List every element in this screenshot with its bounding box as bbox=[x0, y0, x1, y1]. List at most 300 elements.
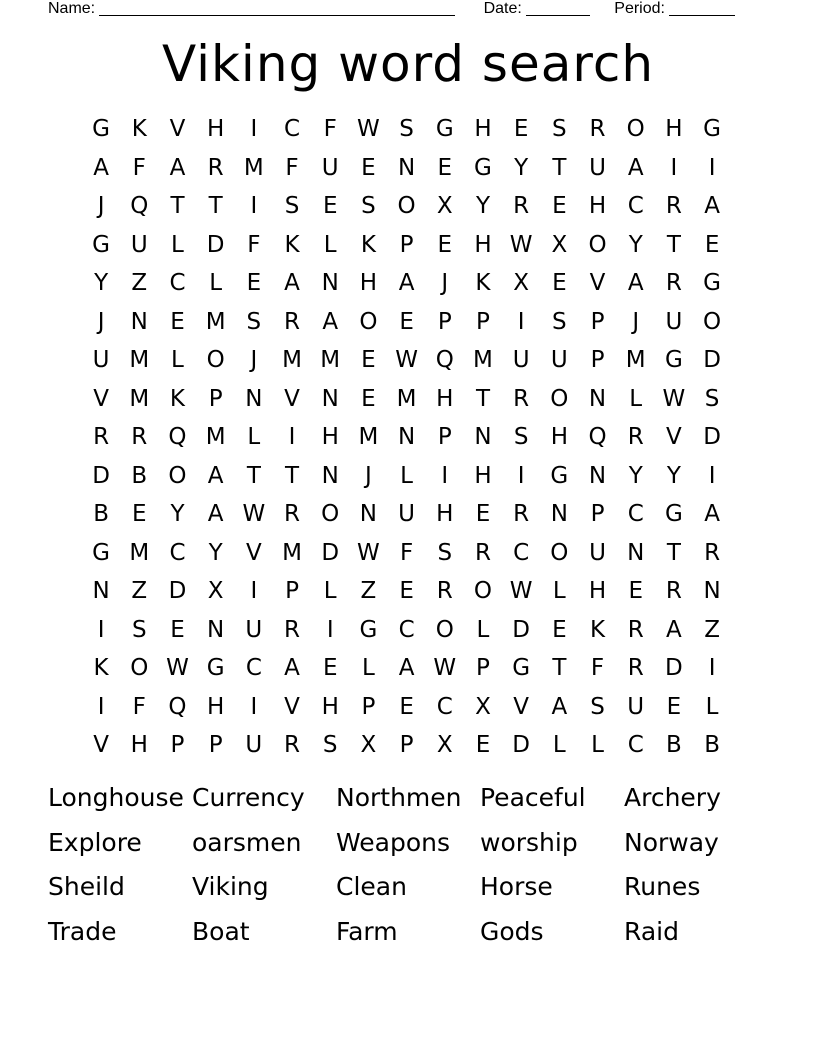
grid-letter[interactable]: O bbox=[626, 116, 645, 142]
grid-letter[interactable]: E bbox=[399, 578, 414, 604]
grid-letter[interactable]: A bbox=[207, 462, 224, 489]
grid-letter[interactable]: E bbox=[552, 270, 567, 296]
grid-letter[interactable]: A bbox=[169, 154, 186, 181]
grid-letter[interactable]: G bbox=[512, 655, 531, 681]
grid-letter[interactable]: G bbox=[474, 154, 492, 181]
grid-letter[interactable]: V bbox=[284, 385, 300, 412]
grid-letter[interactable]: R bbox=[284, 501, 301, 527]
grid-letter[interactable]: S bbox=[361, 193, 376, 219]
grid-letter[interactable]: E bbox=[361, 385, 376, 412]
grid-letter[interactable]: K bbox=[169, 385, 186, 412]
grid-letter[interactable]: S bbox=[513, 424, 529, 450]
grid-letter[interactable]: U bbox=[589, 539, 606, 566]
grid-letter[interactable]: D bbox=[512, 732, 531, 758]
grid-letter[interactable]: C bbox=[627, 501, 644, 527]
grid-letter[interactable]: G bbox=[92, 231, 110, 258]
grid-letter[interactable]: I bbox=[517, 308, 525, 335]
grid-letter[interactable]: M bbox=[129, 539, 150, 566]
grid-letter[interactable]: N bbox=[321, 462, 339, 489]
grid-letter[interactable]: R bbox=[627, 655, 644, 681]
grid-letter[interactable]: V bbox=[589, 270, 606, 296]
grid-letter[interactable]: W bbox=[357, 539, 380, 566]
grid-letter[interactable]: I bbox=[517, 462, 525, 489]
grid-letter[interactable]: C bbox=[436, 693, 453, 720]
grid-letter[interactable]: D bbox=[92, 462, 110, 489]
grid-letter[interactable]: A bbox=[398, 270, 415, 296]
grid-letter[interactable]: I bbox=[708, 154, 716, 181]
grid-letter[interactable]: L bbox=[247, 424, 261, 450]
grid-letter[interactable]: R bbox=[513, 501, 530, 527]
grid-letter[interactable]: N bbox=[474, 424, 492, 450]
grid-letter[interactable]: C bbox=[627, 193, 644, 219]
grid-letter[interactable]: T bbox=[208, 193, 223, 219]
grid-letter[interactable]: C bbox=[398, 616, 415, 643]
grid-letter[interactable]: U bbox=[512, 347, 530, 373]
grid-letter[interactable]: E bbox=[704, 231, 720, 258]
grid-letter[interactable]: E bbox=[322, 655, 338, 681]
grid-letter[interactable]: P bbox=[437, 424, 452, 450]
word-list-item: Farm bbox=[336, 916, 398, 946]
grid-letter[interactable]: I bbox=[288, 424, 296, 450]
grid-letter[interactable]: N bbox=[588, 385, 607, 412]
grid-letter[interactable]: G bbox=[703, 270, 721, 296]
grid-letter[interactable]: N bbox=[92, 578, 110, 604]
grid-letter[interactable]: H bbox=[436, 501, 454, 527]
grid-letter[interactable]: X bbox=[207, 578, 224, 604]
grid-letter[interactable]: T bbox=[552, 655, 567, 681]
grid-letter[interactable]: M bbox=[358, 424, 379, 450]
grid-letter[interactable]: M bbox=[282, 539, 302, 566]
grid-letter[interactable]: H bbox=[588, 578, 607, 604]
grid-letter[interactable]: R bbox=[207, 154, 224, 181]
grid-letter[interactable]: O bbox=[473, 578, 493, 604]
grid-letter[interactable]: U bbox=[398, 501, 416, 527]
grid-letter[interactable]: L bbox=[171, 231, 184, 258]
grid-letter[interactable]: Z bbox=[704, 616, 720, 643]
grid-letter[interactable]: U bbox=[92, 347, 110, 373]
grid-letter[interactable]: K bbox=[589, 616, 606, 643]
grid-letter[interactable]: R bbox=[704, 539, 721, 566]
grid-letter[interactable]: D bbox=[665, 655, 683, 681]
grid-letter[interactable]: E bbox=[170, 308, 185, 335]
grid-letter[interactable]: W bbox=[395, 347, 418, 373]
grid-letter[interactable]: U bbox=[245, 616, 263, 643]
grid-letter[interactable]: L bbox=[361, 655, 375, 681]
grid-letter[interactable]: A bbox=[627, 154, 644, 181]
grid-letter[interactable]: G bbox=[206, 655, 225, 681]
grid-letter[interactable]: V bbox=[284, 693, 300, 720]
grid-letter[interactable]: Y bbox=[628, 231, 643, 258]
grid-letter[interactable]: R bbox=[131, 424, 148, 450]
grid-letter[interactable]: A bbox=[93, 154, 109, 181]
grid-letter[interactable]: O bbox=[550, 539, 569, 566]
grid-letter[interactable]: N bbox=[321, 385, 339, 412]
grid-letter[interactable]: W bbox=[433, 655, 457, 681]
grid-letter[interactable]: I bbox=[708, 462, 716, 489]
grid-letter[interactable]: R bbox=[513, 385, 530, 412]
grid-letter[interactable]: Y bbox=[475, 193, 490, 219]
grid-letter[interactable]: Z bbox=[131, 578, 148, 604]
grid-letter[interactable]: H bbox=[207, 116, 225, 142]
grid-letter[interactable]: I bbox=[708, 655, 716, 681]
grid-letter[interactable]: F bbox=[285, 154, 299, 181]
grid-letter[interactable]: O bbox=[168, 462, 187, 489]
grid-letter[interactable]: I bbox=[250, 193, 258, 219]
grid-letter[interactable]: T bbox=[170, 193, 185, 219]
grid-letter[interactable]: H bbox=[207, 693, 225, 720]
grid-letter[interactable]: X bbox=[551, 231, 568, 258]
grid-letter[interactable]: H bbox=[321, 424, 339, 450]
grid-letter[interactable]: E bbox=[246, 270, 262, 296]
name-blank[interactable] bbox=[99, 0, 455, 16]
grid-letter[interactable]: E bbox=[361, 347, 376, 373]
grid-letter[interactable]: E bbox=[132, 501, 147, 527]
grid-letter[interactable]: L bbox=[591, 732, 604, 758]
grid-letter[interactable]: N bbox=[550, 501, 568, 527]
grid-letter[interactable]: Z bbox=[131, 270, 148, 296]
grid-letter[interactable]: B bbox=[704, 732, 720, 758]
grid-letter[interactable]: G bbox=[359, 616, 378, 643]
grid-letter[interactable]: J bbox=[97, 308, 105, 335]
grid-letter[interactable]: S bbox=[552, 308, 567, 335]
grid-letter[interactable]: G bbox=[92, 116, 110, 142]
grid-letter[interactable]: L bbox=[629, 385, 643, 412]
grid-letter[interactable]: G bbox=[703, 116, 721, 142]
grid-letter[interactable]: Q bbox=[168, 424, 187, 450]
grid-letter[interactable]: S bbox=[399, 116, 414, 142]
grid-letter[interactable]: S bbox=[131, 616, 147, 643]
grid-letter[interactable]: E bbox=[513, 116, 529, 142]
grid-letter[interactable]: U bbox=[665, 308, 683, 335]
grid-letter[interactable]: O bbox=[397, 193, 416, 219]
grid-letter[interactable]: U bbox=[589, 154, 606, 181]
grid-letter[interactable]: C bbox=[169, 539, 186, 566]
grid-letter[interactable]: S bbox=[246, 308, 262, 335]
grid-letter[interactable]: R bbox=[474, 539, 491, 566]
grid-letter[interactable]: W bbox=[242, 501, 266, 527]
grid-letter[interactable]: P bbox=[285, 578, 299, 604]
grid-letter[interactable]: T bbox=[475, 385, 490, 412]
grid-letter[interactable]: E bbox=[361, 154, 376, 181]
grid-letter[interactable]: K bbox=[475, 270, 491, 296]
grid-letter[interactable]: T bbox=[666, 231, 681, 258]
grid-letter[interactable]: M bbox=[625, 347, 646, 373]
grid-letter[interactable]: T bbox=[666, 539, 681, 566]
grid-letter[interactable]: S bbox=[284, 193, 300, 219]
grid-letter[interactable]: X bbox=[436, 193, 453, 219]
grid-letter[interactable]: X bbox=[475, 693, 491, 720]
grid-letter[interactable]: E bbox=[666, 693, 682, 720]
grid-letter[interactable]: P bbox=[208, 732, 223, 758]
grid-letter[interactable]: M bbox=[205, 308, 226, 335]
grid-letter[interactable]: G bbox=[664, 347, 683, 373]
grid-letter[interactable]: A bbox=[398, 655, 415, 681]
grid-letter[interactable]: R bbox=[627, 616, 644, 643]
grid-letter[interactable]: B bbox=[666, 732, 682, 758]
grid-letter[interactable]: N bbox=[627, 539, 645, 566]
grid-letter[interactable]: P bbox=[590, 501, 605, 527]
grid-letter[interactable]: R bbox=[284, 616, 301, 643]
grid-letter[interactable]: D bbox=[512, 616, 531, 643]
grid-letter[interactable]: S bbox=[322, 732, 338, 758]
grid-letter[interactable]: Y bbox=[514, 154, 529, 181]
grid-letter[interactable]: R bbox=[627, 424, 644, 450]
grid-letter[interactable]: E bbox=[170, 616, 185, 643]
grid-letter[interactable]: E bbox=[399, 308, 414, 335]
grid-letter[interactable]: H bbox=[474, 231, 492, 258]
grid-letter[interactable]: N bbox=[397, 154, 416, 181]
grid-letter[interactable]: S bbox=[704, 385, 720, 412]
grid-letter[interactable]: M bbox=[320, 347, 341, 373]
grid-letter[interactable]: T bbox=[552, 154, 567, 181]
grid-letter[interactable]: O bbox=[588, 231, 607, 258]
grid-letter[interactable]: L bbox=[705, 693, 719, 720]
grid-letter[interactable]: M bbox=[396, 385, 417, 412]
grid-letter[interactable]: P bbox=[476, 308, 490, 335]
grid-letter[interactable]: P bbox=[208, 385, 223, 412]
grid-letter[interactable]: I bbox=[326, 616, 334, 643]
grid-letter[interactable]: P bbox=[590, 308, 605, 335]
grid-letter[interactable]: U bbox=[245, 732, 263, 758]
grid-letter[interactable]: H bbox=[665, 116, 683, 142]
grid-letter[interactable]: K bbox=[284, 231, 300, 258]
grid-letter[interactable]: A bbox=[284, 270, 300, 296]
grid-letter[interactable]: I bbox=[250, 116, 258, 142]
grid-letter[interactable]: E bbox=[322, 193, 338, 219]
grid-letter[interactable]: D bbox=[703, 347, 721, 373]
grid-letter[interactable]: H bbox=[588, 193, 607, 219]
grid-letter[interactable]: I bbox=[250, 693, 258, 720]
grid-letter[interactable]: H bbox=[436, 385, 454, 412]
grid-letter[interactable]: A bbox=[207, 501, 224, 527]
grid-letter[interactable]: Q bbox=[588, 424, 607, 450]
grid-letter[interactable]: N bbox=[588, 462, 607, 489]
grid-letter[interactable]: D bbox=[321, 539, 340, 566]
grid-letter[interactable]: I bbox=[441, 462, 449, 489]
grid-letter[interactable]: O bbox=[130, 655, 149, 681]
grid-letter[interactable]: H bbox=[550, 424, 568, 450]
grid-letter[interactable]: A bbox=[551, 693, 568, 720]
grid-letter[interactable]: T bbox=[246, 462, 261, 489]
grid-letter[interactable]: P bbox=[437, 308, 452, 335]
grid-letter[interactable]: R bbox=[665, 270, 682, 296]
grid-letter[interactable]: H bbox=[359, 270, 378, 296]
grid-letter[interactable]: C bbox=[513, 539, 530, 566]
grid-letter[interactable]: V bbox=[93, 385, 109, 412]
grid-letter[interactable]: W bbox=[166, 655, 189, 681]
grid-letter[interactable]: D bbox=[168, 578, 187, 604]
grid-letter[interactable]: A bbox=[284, 655, 300, 681]
grid-letter[interactable]: V bbox=[93, 732, 109, 758]
grid-letter[interactable]: U bbox=[321, 154, 339, 181]
grid-letter[interactable]: M bbox=[243, 154, 264, 181]
grid-letter[interactable]: R bbox=[284, 308, 301, 335]
grid-letter[interactable]: F bbox=[247, 231, 261, 258]
grid-letter[interactable]: H bbox=[474, 462, 492, 489]
grid-letter[interactable]: L bbox=[209, 270, 223, 296]
grid-letter[interactable]: E bbox=[552, 616, 567, 643]
grid-letter[interactable]: N bbox=[703, 578, 721, 604]
grid-letter[interactable]: N bbox=[245, 385, 263, 412]
grid-letter[interactable]: M bbox=[205, 424, 226, 450]
grid-letter[interactable]: H bbox=[321, 693, 339, 720]
grid-letter[interactable]: I bbox=[250, 578, 258, 604]
grid-letter[interactable]: C bbox=[245, 655, 262, 681]
grid-letter[interactable]: X bbox=[360, 732, 377, 758]
grid-letter[interactable]: O bbox=[321, 501, 340, 527]
grid-letter[interactable]: D bbox=[703, 424, 721, 450]
grid-letter[interactable]: P bbox=[399, 732, 414, 758]
grid-letter[interactable]: R bbox=[284, 732, 301, 758]
period-blank[interactable] bbox=[669, 0, 735, 16]
grid-letter[interactable]: L bbox=[400, 462, 413, 489]
grid-letter[interactable]: O bbox=[359, 308, 378, 335]
grid-letter[interactable]: J bbox=[365, 462, 372, 489]
grid-letter[interactable]: E bbox=[552, 193, 567, 219]
grid-letter[interactable]: S bbox=[590, 693, 605, 720]
grid-letter[interactable]: E bbox=[475, 501, 491, 527]
period-field[interactable] bbox=[614, 0, 735, 18]
grid-letter[interactable]: M bbox=[129, 385, 150, 412]
date-field[interactable] bbox=[484, 0, 590, 18]
grid-letter[interactable]: P bbox=[170, 732, 185, 758]
grid-letter[interactable]: O bbox=[703, 308, 722, 335]
grid-letter[interactable]: L bbox=[171, 347, 184, 373]
grid-letter[interactable]: M bbox=[473, 347, 493, 373]
grid-letter[interactable]: T bbox=[285, 462, 300, 489]
grid-letter[interactable]: U bbox=[550, 347, 568, 373]
grid-letter[interactable]: A bbox=[704, 193, 720, 219]
grid-letter[interactable]: F bbox=[132, 154, 146, 181]
grid-letter[interactable]: W bbox=[509, 578, 533, 604]
grid-letter[interactable]: N bbox=[207, 616, 225, 643]
grid-letter[interactable]: F bbox=[323, 116, 337, 142]
word-list-item: Clean bbox=[336, 872, 407, 901]
grid-letter[interactable]: E bbox=[437, 154, 453, 181]
grid-letter[interactable]: E bbox=[628, 578, 643, 604]
name-field[interactable] bbox=[48, 0, 455, 18]
grid-letter[interactable]: Y bbox=[666, 462, 681, 489]
grid-letter[interactable]: L bbox=[323, 231, 337, 258]
grid-letter[interactable]: A bbox=[666, 616, 682, 643]
grid-letter[interactable]: C bbox=[627, 732, 644, 758]
grid-letter[interactable]: U bbox=[627, 693, 645, 720]
grid-letter[interactable]: D bbox=[206, 231, 225, 258]
grid-letter[interactable]: P bbox=[399, 231, 414, 258]
grid-letter[interactable]: K bbox=[93, 655, 109, 681]
grid-letter[interactable]: Z bbox=[360, 578, 377, 604]
grid-letter[interactable]: V bbox=[245, 539, 262, 566]
grid-letter[interactable]: N bbox=[359, 501, 378, 527]
grid-letter[interactable]: Q bbox=[168, 693, 187, 720]
grid-letter[interactable]: I bbox=[670, 154, 678, 181]
grid-letter[interactable]: S bbox=[552, 116, 567, 142]
grid-letter[interactable]: U bbox=[130, 231, 148, 258]
grid-letter[interactable]: J bbox=[441, 270, 449, 296]
grid-letter[interactable]: N bbox=[130, 308, 148, 335]
grid-letter[interactable]: H bbox=[474, 116, 492, 142]
grid-letter[interactable]: Q bbox=[130, 193, 149, 219]
grid-letter[interactable]: Y bbox=[94, 270, 109, 296]
grid-letter[interactable]: L bbox=[323, 578, 337, 604]
grid-letter[interactable]: Y bbox=[628, 462, 643, 489]
grid-letter[interactable]: M bbox=[282, 347, 302, 373]
grid-letter[interactable]: R bbox=[513, 193, 530, 219]
word-list-item: Trade bbox=[48, 916, 117, 946]
word-list-item: Peaceful bbox=[480, 783, 586, 812]
grid-letter[interactable]: N bbox=[321, 270, 339, 296]
grid-letter[interactable]: E bbox=[437, 231, 453, 258]
grid-letter[interactable]: G bbox=[92, 539, 110, 566]
grid-letter[interactable]: R bbox=[436, 578, 453, 604]
grid-letter[interactable]: O bbox=[550, 385, 569, 412]
grid-letter[interactable]: X bbox=[513, 270, 530, 296]
grid-letter[interactable]: K bbox=[131, 116, 147, 142]
grid-letter[interactable]: I bbox=[97, 616, 105, 643]
grid-letter[interactable]: W bbox=[357, 116, 380, 142]
grid-letter[interactable]: V bbox=[169, 116, 186, 142]
grid-letter[interactable]: F bbox=[590, 655, 605, 681]
grid-letter[interactable]: V bbox=[666, 424, 682, 450]
grid-letter[interactable]: R bbox=[665, 578, 682, 604]
grid-letter[interactable]: M bbox=[129, 347, 150, 373]
grid-letter[interactable]: F bbox=[132, 693, 146, 720]
grid-letter[interactable]: O bbox=[435, 616, 454, 643]
grid-letter[interactable]: B bbox=[131, 462, 148, 489]
grid-letter[interactable]: Y bbox=[170, 501, 185, 527]
grid-letter[interactable]: C bbox=[169, 270, 186, 296]
grid-letter[interactable]: G bbox=[435, 116, 454, 142]
grid-letter[interactable]: L bbox=[552, 732, 566, 758]
grid-letter[interactable]: Q bbox=[435, 347, 454, 373]
grid-letter[interactable]: J bbox=[632, 308, 640, 335]
word-list-item: Archery bbox=[624, 783, 721, 812]
grid-letter[interactable]: N bbox=[397, 424, 416, 450]
grid-letter[interactable]: W bbox=[662, 385, 686, 412]
grid-letter[interactable]: R bbox=[665, 193, 682, 219]
grid-letter[interactable]: G bbox=[550, 462, 569, 489]
grid-letter[interactable]: O bbox=[206, 347, 225, 373]
grid-letter[interactable]: X bbox=[436, 732, 453, 758]
grid-letter[interactable]: S bbox=[437, 539, 453, 566]
grid-letter[interactable]: C bbox=[284, 116, 301, 142]
grid-letter[interactable]: J bbox=[97, 193, 105, 219]
grid-letter[interactable]: L bbox=[476, 616, 490, 643]
grid-letter[interactable]: F bbox=[399, 539, 414, 566]
grid-letter[interactable]: Y bbox=[208, 539, 223, 566]
grid-letter[interactable]: V bbox=[513, 693, 530, 720]
grid-letter[interactable]: G bbox=[664, 501, 683, 527]
date-blank[interactable] bbox=[526, 0, 590, 16]
grid-letter[interactable]: B bbox=[93, 501, 109, 527]
grid-letter[interactable]: K bbox=[360, 231, 376, 258]
grid-letter[interactable]: R bbox=[589, 116, 606, 142]
grid-letter[interactable]: A bbox=[627, 270, 644, 296]
grid-letter[interactable]: I bbox=[97, 693, 105, 720]
grid-letter[interactable]: R bbox=[93, 424, 110, 450]
grid-letter[interactable]: A bbox=[322, 308, 339, 335]
grid-letter[interactable]: P bbox=[590, 347, 605, 373]
grid-letter[interactable]: H bbox=[130, 732, 148, 758]
grid-letter[interactable]: A bbox=[704, 501, 720, 527]
grid-letter[interactable]: W bbox=[509, 231, 533, 258]
grid-letter[interactable]: E bbox=[399, 693, 414, 720]
grid-letter[interactable]: P bbox=[476, 655, 490, 681]
grid-letter[interactable]: L bbox=[552, 578, 566, 604]
grid-letter[interactable]: P bbox=[361, 693, 376, 720]
grid-letter[interactable]: E bbox=[475, 732, 491, 758]
grid-letter[interactable]: J bbox=[250, 347, 258, 373]
